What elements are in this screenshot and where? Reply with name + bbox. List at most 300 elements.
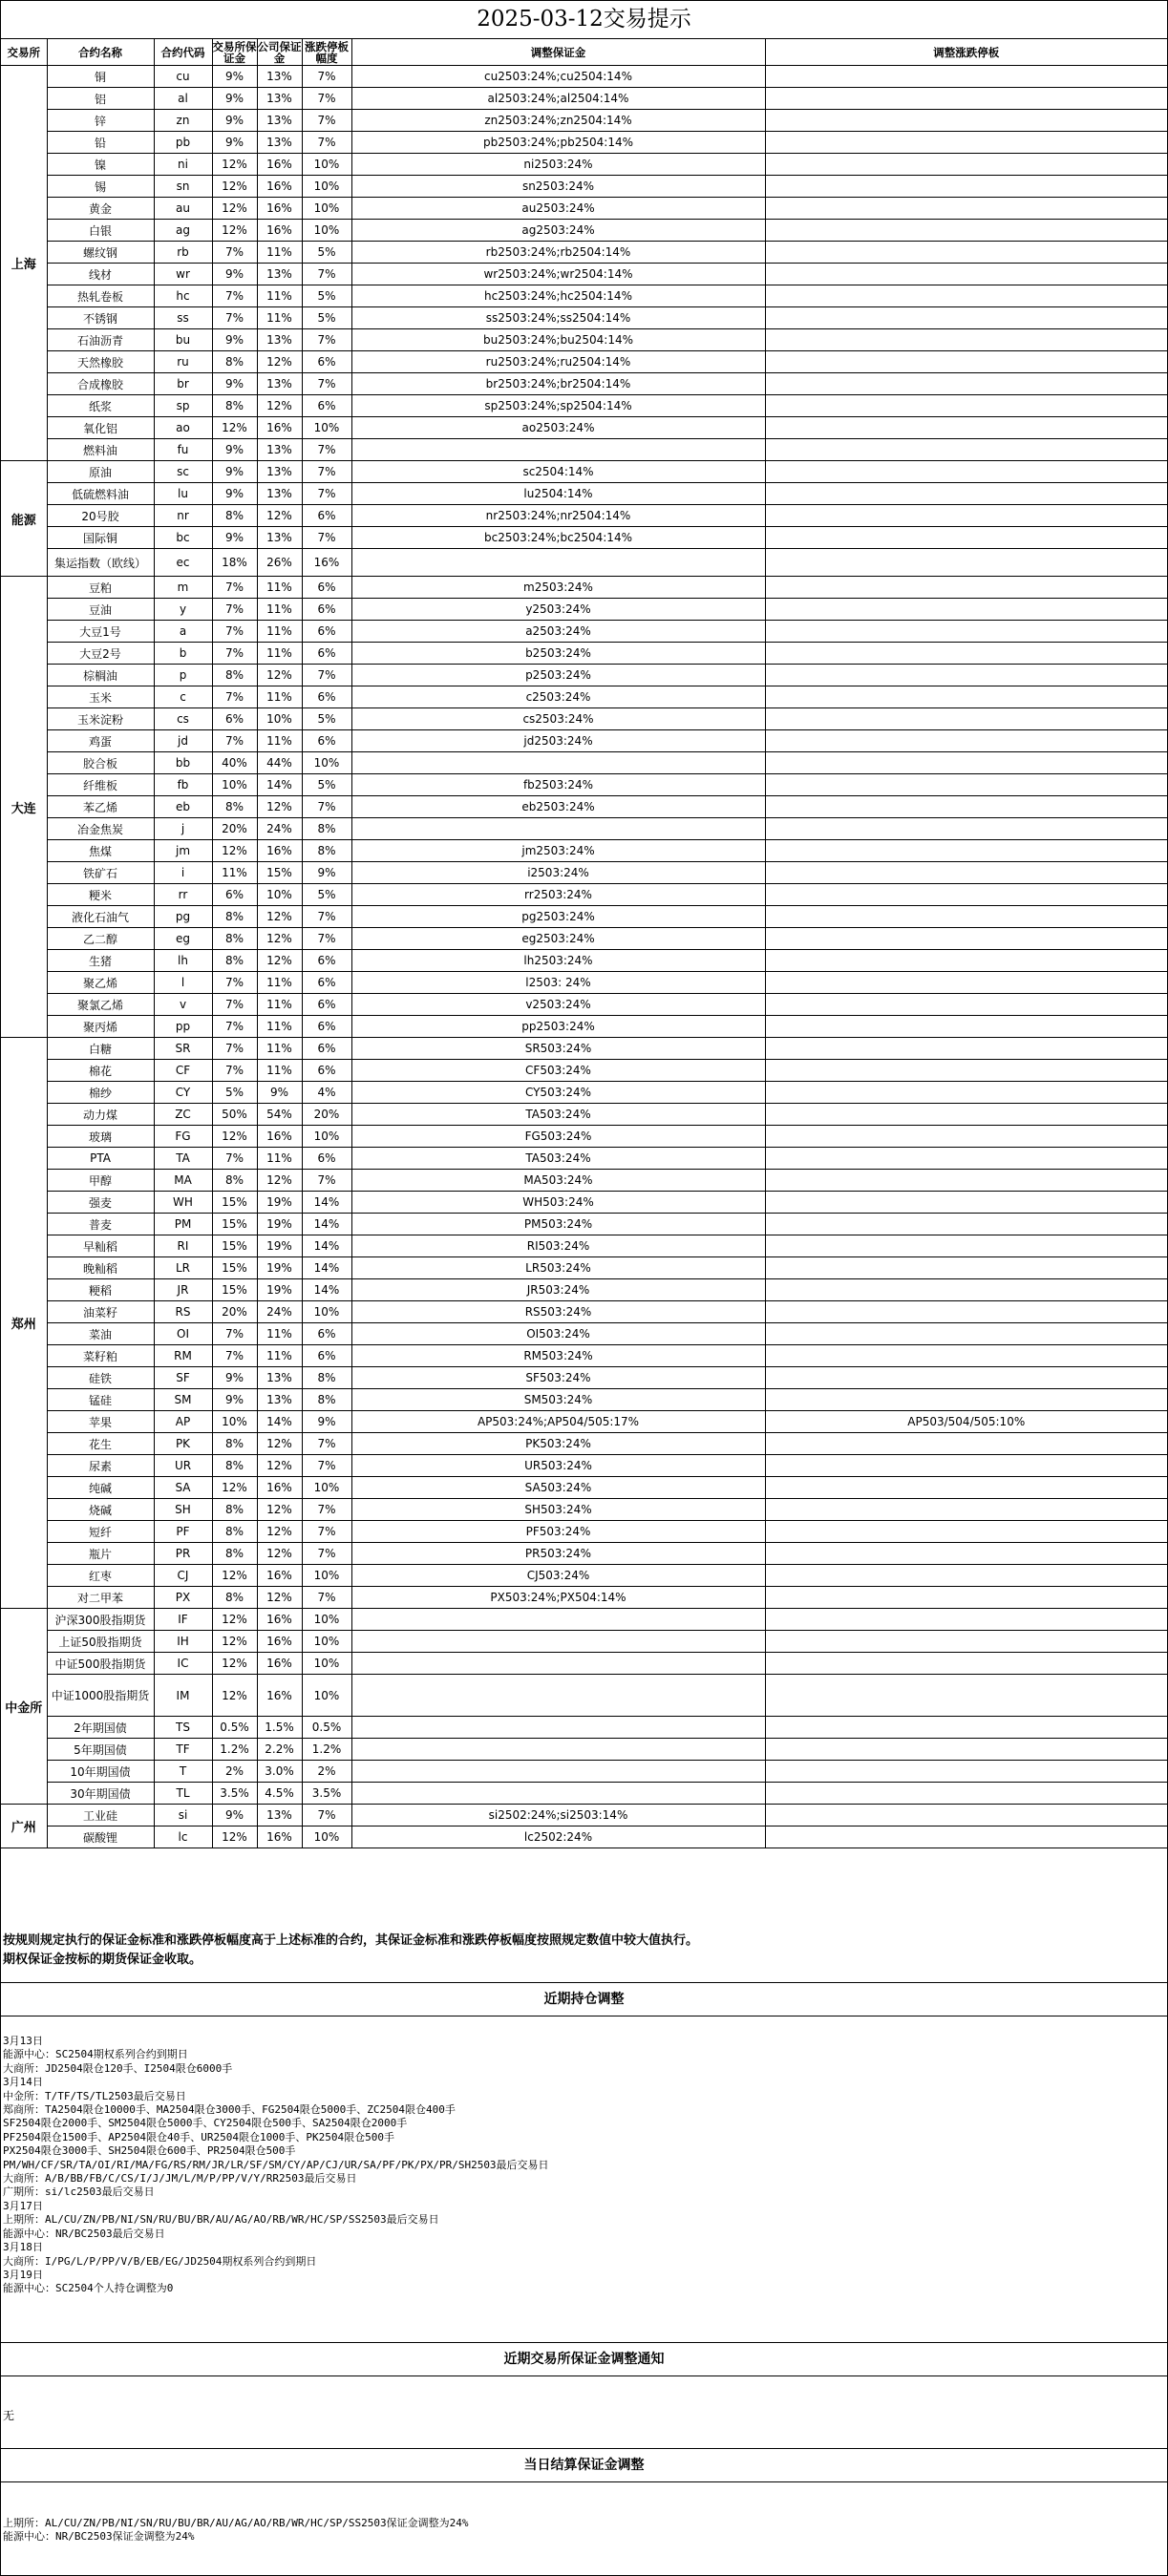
contract-code-cell: cs (154, 708, 212, 730)
contract-code-cell: CJ (154, 1565, 212, 1587)
adjusted-margin-cell: SH503:24% (351, 1499, 765, 1521)
adjusted-margin-cell: TA503:24% (351, 1148, 765, 1170)
price-limit-cell: 10% (302, 417, 351, 439)
contract-name-cell: 原油 (47, 461, 154, 483)
exchange-margin-cell: 7% (212, 621, 257, 643)
company-margin-cell: 13% (257, 264, 302, 285)
contract-code-cell: j (154, 818, 212, 840)
table-row (1, 1455, 1167, 1477)
adjusted-limit-cell (765, 461, 1167, 483)
company-margin-cell: 11% (257, 621, 302, 643)
adjusted-limit-cell (765, 88, 1167, 110)
adjusted-margin-cell: SA503:24% (351, 1477, 765, 1499)
exchange-margin-cell: 12% (212, 1126, 257, 1148)
adjusted-margin-cell: al2503:24%;al2504:14% (351, 88, 765, 110)
contract-name-cell: 菜油 (47, 1323, 154, 1345)
price-limit-cell: 6% (302, 1060, 351, 1082)
adjusted-limit-cell (765, 994, 1167, 1016)
contract-code-cell: jd (154, 730, 212, 752)
price-limit-cell: 6% (302, 643, 351, 665)
price-limit-cell: 0.5% (302, 1717, 351, 1739)
company-margin-cell: 13% (257, 439, 302, 461)
price-limit-cell: 10% (302, 1477, 351, 1499)
contract-code-cell: b (154, 643, 212, 665)
price-limit-cell: 7% (302, 928, 351, 950)
table-row (1, 329, 1167, 351)
table-row (1, 132, 1167, 154)
adjusted-margin-cell: pb2503:24%;pb2504:14% (351, 132, 765, 154)
position-adjust-line: PF2504限仓1500手、AP2504限仓40手、UR2504限仓1000手、PK2504限仓500手 (3, 2130, 395, 2143)
table-row (1, 972, 1167, 994)
table-row (1, 950, 1167, 972)
contract-code-cell: SR (154, 1038, 212, 1060)
contract-code-cell: T (154, 1761, 212, 1783)
table-row (1, 351, 1167, 373)
contract-code-cell: i (154, 862, 212, 884)
table-row (1, 307, 1167, 329)
company-margin-cell: 12% (257, 1543, 302, 1565)
adjusted-margin-cell: rr2503:24% (351, 884, 765, 906)
adjusted-limit-cell (765, 1323, 1167, 1345)
price-limit-cell: 6% (302, 395, 351, 417)
adjusted-limit-cell (765, 1455, 1167, 1477)
contract-code-cell: SM (154, 1389, 212, 1411)
contract-code-cell: IH (154, 1631, 212, 1653)
table-row (1, 1543, 1167, 1565)
table-row (1, 110, 1167, 132)
contract-code-cell: pp (154, 1016, 212, 1038)
table-row (1, 1521, 1167, 1543)
adjusted-margin-cell: PM503:24% (351, 1214, 765, 1235)
adjusted-limit-cell (765, 285, 1167, 307)
price-limit-cell: 14% (302, 1279, 351, 1301)
exchange-margin-cell: 18% (212, 549, 257, 577)
adjusted-margin-cell: RS503:24% (351, 1301, 765, 1323)
exchange-margin-cell: 8% (212, 1499, 257, 1521)
table-row (1, 1675, 1167, 1717)
price-limit-cell: 10% (302, 154, 351, 176)
position-adjust-line: 3月13日 (3, 2035, 43, 2047)
exchange-margin-cell: 15% (212, 1279, 257, 1301)
adjusted-limit-cell (765, 351, 1167, 373)
adjusted-margin-cell: RM503:24% (351, 1345, 765, 1367)
adjusted-margin-cell: AP503:24%;AP504/505:17% (351, 1411, 765, 1433)
contract-name-cell: 乙二醇 (47, 928, 154, 950)
exchange-margin-cell: 7% (212, 730, 257, 752)
table-row (1, 154, 1167, 176)
settle-adjust-title: 当日结算保证金调整 (1, 2448, 1167, 2482)
contract-code-cell: WH (154, 1192, 212, 1214)
table-row (1, 1367, 1167, 1389)
adjusted-margin-cell: pg2503:24% (351, 906, 765, 928)
table-header-row (1, 39, 1167, 66)
company-margin-cell: 11% (257, 242, 302, 264)
company-margin-cell: 13% (257, 1389, 302, 1411)
company-margin-cell: 12% (257, 1433, 302, 1455)
exchange-cell: 广州 (1, 1805, 47, 1848)
contract-code-cell: ni (154, 154, 212, 176)
adjusted-margin-cell (351, 1761, 765, 1783)
adjusted-limit-cell (765, 307, 1167, 329)
contract-name-cell: 强麦 (47, 1192, 154, 1214)
contract-name-cell: 20号胶 (47, 505, 154, 527)
contract-code-cell: ec (154, 549, 212, 577)
contract-code-cell: sc (154, 461, 212, 483)
exchange-margin-cell: 7% (212, 1038, 257, 1060)
contract-name-cell: 对二甲苯 (47, 1587, 154, 1609)
table-row (1, 1587, 1167, 1609)
table-row (1, 1631, 1167, 1653)
company-margin-cell: 11% (257, 285, 302, 307)
company-margin-cell: 12% (257, 928, 302, 950)
header-adj-margin: 调整保证金 (351, 39, 765, 66)
price-limit-cell: 7% (302, 1587, 351, 1609)
contract-name-cell: 聚乙烯 (47, 972, 154, 994)
adjusted-limit-cell (765, 1345, 1167, 1367)
adjusted-margin-cell: ao2503:24% (351, 417, 765, 439)
price-limit-cell: 9% (302, 862, 351, 884)
price-limit-cell: 6% (302, 686, 351, 708)
adjusted-limit-cell (765, 840, 1167, 862)
adjusted-margin-cell: FG503:24% (351, 1126, 765, 1148)
adjusted-margin-cell: bu2503:24%;bu2504:14% (351, 329, 765, 351)
adjusted-limit-cell (765, 1653, 1167, 1675)
adjusted-margin-cell: i2503:24% (351, 862, 765, 884)
table-row (1, 994, 1167, 1016)
company-margin-cell: 13% (257, 1367, 302, 1389)
contract-name-cell: 棉花 (47, 1060, 154, 1082)
adjusted-margin-cell (351, 1717, 765, 1739)
adjusted-margin-cell: ni2503:24% (351, 154, 765, 176)
price-limit-cell: 5% (302, 708, 351, 730)
exchange-margin-cell: 8% (212, 928, 257, 950)
company-margin-cell: 10% (257, 708, 302, 730)
adjusted-margin-cell: lu2504:14% (351, 483, 765, 505)
adjusted-limit-cell (765, 154, 1167, 176)
exchange-margin-cell: 12% (212, 1477, 257, 1499)
contract-code-cell: ag (154, 220, 212, 242)
exchange-margin-cell: 8% (212, 906, 257, 928)
rule-note (3, 1932, 1158, 1970)
contract-name-cell: 白糖 (47, 1038, 154, 1060)
contract-code-cell: LR (154, 1257, 212, 1279)
price-limit-cell: 6% (302, 972, 351, 994)
price-limit-cell: 3.5% (302, 1783, 351, 1805)
adjusted-limit-cell (765, 417, 1167, 439)
contract-code-cell: PX (154, 1587, 212, 1609)
price-limit-cell: 7% (302, 373, 351, 395)
exchange-margin-cell: 7% (212, 577, 257, 599)
position-adjust-line: 大商所：JD2504限仓120手、I2504限仓6000手 (3, 2061, 233, 2075)
price-limit-cell: 5% (302, 307, 351, 329)
contract-name-cell: 沪深300股指期货 (47, 1609, 154, 1631)
exchange-margin-cell: 12% (212, 176, 257, 198)
exchange-margin-cell: 9% (212, 132, 257, 154)
adjusted-margin-cell: SF503:24% (351, 1367, 765, 1389)
contract-code-cell: OI (154, 1323, 212, 1345)
company-margin-cell: 19% (257, 1235, 302, 1257)
price-limit-cell: 7% (302, 1805, 351, 1826)
company-margin-cell: 12% (257, 796, 302, 818)
header-limit: 涨跌停板幅度 (302, 39, 351, 66)
price-limit-cell: 6% (302, 505, 351, 527)
price-limit-cell: 7% (302, 329, 351, 351)
contract-code-cell: br (154, 373, 212, 395)
price-limit-cell: 7% (302, 1433, 351, 1455)
exchange-margin-cell: 8% (212, 1455, 257, 1477)
contract-name-cell: 燃料油 (47, 439, 154, 461)
price-limit-cell: 20% (302, 1104, 351, 1126)
table-row (1, 1345, 1167, 1367)
contract-code-cell: au (154, 198, 212, 220)
adjusted-margin-cell: pp2503:24% (351, 1016, 765, 1038)
price-limit-cell: 6% (302, 1148, 351, 1170)
adjusted-limit-cell (765, 1433, 1167, 1455)
adjusted-margin-cell: sc2504:14% (351, 461, 765, 483)
adjusted-margin-cell: m2503:24% (351, 577, 765, 599)
contract-name-cell: 铜 (47, 66, 154, 88)
header-co-margin: 公司保证金 (257, 39, 302, 65)
table-row (1, 1279, 1167, 1301)
adjusted-margin-cell: lh2503:24% (351, 950, 765, 972)
contract-code-cell: zn (154, 110, 212, 132)
adjusted-limit-cell (765, 1016, 1167, 1038)
company-margin-cell: 13% (257, 132, 302, 154)
table-row (1, 1499, 1167, 1521)
adjusted-limit-cell (765, 1148, 1167, 1170)
exchange-margin-cell: 1.2% (212, 1739, 257, 1761)
exchange-margin-cell: 9% (212, 110, 257, 132)
exchange-margin-cell: 20% (212, 818, 257, 840)
company-margin-cell: 11% (257, 1345, 302, 1367)
price-limit-cell: 10% (302, 1565, 351, 1587)
adjusted-limit-cell (765, 972, 1167, 994)
table-row (1, 730, 1167, 752)
contract-code-cell: nr (154, 505, 212, 527)
contract-name-cell: 铅 (47, 132, 154, 154)
price-limit-cell: 7% (302, 66, 351, 88)
contract-name-cell: 早籼稻 (47, 1235, 154, 1257)
contract-name-cell: 甲醇 (47, 1170, 154, 1192)
table-row (1, 1783, 1167, 1805)
position-adjust-line: 3月18日 (3, 2241, 43, 2254)
company-margin-cell: 54% (257, 1104, 302, 1126)
company-margin-cell: 2.2% (257, 1739, 302, 1761)
adjusted-limit-cell (765, 1367, 1167, 1389)
adjusted-margin-cell: PR503:24% (351, 1543, 765, 1565)
contract-code-cell: pg (154, 906, 212, 928)
company-margin-cell: 13% (257, 88, 302, 110)
contract-code-cell: eb (154, 796, 212, 818)
price-limit-cell: 6% (302, 599, 351, 621)
exchange-cell: 上海 (1, 66, 47, 461)
contract-code-cell: IM (154, 1675, 212, 1717)
position-adjust-line: PM/WH/CF/SR/TA/OI/RI/MA/FG/RS/RM/JR/LR/SF/SM/CY/AP/CJ/UR/SA/PF/PK/PX/PR/SH2503最后交易日 (3, 2158, 549, 2171)
table-row (1, 1126, 1167, 1148)
exchange-margin-cell: 15% (212, 1214, 257, 1235)
price-limit-cell: 14% (302, 1235, 351, 1257)
exchange-margin-cell: 8% (212, 1433, 257, 1455)
price-limit-cell: 7% (302, 461, 351, 483)
contract-name-cell: 豆粕 (47, 577, 154, 599)
adjusted-limit-cell (765, 1565, 1167, 1587)
contract-code-cell: hc (154, 285, 212, 307)
contract-code-cell: y (154, 599, 212, 621)
exchange-margin-cell: 5% (212, 1082, 257, 1104)
adjusted-limit-cell (765, 686, 1167, 708)
position-adjust-line: 上期所：AL/CU/ZN/PB/NI/SN/RU/BU/BR/AU/AG/AO/RB/WR/HC/SP/SS2503最后交易日 (3, 2213, 439, 2227)
contract-code-cell: SH (154, 1499, 212, 1521)
adjusted-limit-cell (765, 906, 1167, 928)
adjusted-margin-cell: cs2503:24% (351, 708, 765, 730)
price-limit-cell: 1.2% (302, 1739, 351, 1761)
contract-code-cell: v (154, 994, 212, 1016)
adjusted-limit-cell (765, 1235, 1167, 1257)
contract-name-cell: 螺纹钢 (47, 242, 154, 264)
position-adjust-line: PX2504限仓3000手、SH2504限仓600手、PR2504限仓500手 (3, 2144, 296, 2158)
adjusted-margin-cell: bc2503:24%;bc2504:14% (351, 527, 765, 549)
position-adjust-line: 郑商所：TA2504限仓10000手、MA2504限仓3000手、FG2504限仓5000手、ZC2504限仓400手 (3, 2103, 456, 2117)
table-row (1, 439, 1167, 461)
price-limit-cell: 8% (302, 818, 351, 840)
adjusted-limit-cell (765, 1761, 1167, 1783)
price-limit-cell: 6% (302, 994, 351, 1016)
company-margin-cell: 11% (257, 599, 302, 621)
settle-adjust-line: 能源中心：NR/BC2503保证金调整为24% (3, 2530, 195, 2544)
contract-code-cell: ru (154, 351, 212, 373)
table-row (1, 1104, 1167, 1126)
adjusted-margin-cell: OI503:24% (351, 1323, 765, 1345)
table-row (1, 242, 1167, 264)
adjusted-limit-cell (765, 1717, 1167, 1739)
exchange-cell: 能源 (1, 461, 47, 577)
adjusted-limit-cell (765, 1521, 1167, 1543)
adjusted-limit-cell (765, 599, 1167, 621)
contract-name-cell: PTA (47, 1148, 154, 1170)
company-margin-cell: 11% (257, 1060, 302, 1082)
adjusted-limit-cell (765, 862, 1167, 884)
table-row (1, 928, 1167, 950)
price-limit-cell: 7% (302, 665, 351, 686)
contract-name-cell: 镍 (47, 154, 154, 176)
table-row (1, 198, 1167, 220)
price-limit-cell: 6% (302, 1016, 351, 1038)
company-margin-cell: 12% (257, 1499, 302, 1521)
adjusted-margin-cell: si2502:24%;si2503:14% (351, 1805, 765, 1826)
contract-name-cell: 花生 (47, 1433, 154, 1455)
adjusted-limit-cell (765, 176, 1167, 198)
position-adjust-line: 中金所：T/TF/TS/TL2503最后交易日 (3, 2089, 186, 2102)
contract-code-cell: RM (154, 1345, 212, 1367)
adjusted-limit-cell (765, 1675, 1167, 1717)
exchange-margin-cell: 8% (212, 351, 257, 373)
adjusted-limit-cell (765, 439, 1167, 461)
header-exchange: 交易所 (1, 39, 47, 66)
adjusted-margin-cell: JR503:24% (351, 1279, 765, 1301)
position-adjust-line: 能源中心：SC2504期权系列合约到期日 (3, 2048, 188, 2061)
position-adjust-line: 能源中心：SC2504个人持仓调整为0 (3, 2282, 174, 2295)
contract-name-cell: 锌 (47, 110, 154, 132)
contract-code-cell: al (154, 88, 212, 110)
price-limit-cell: 10% (302, 1826, 351, 1848)
adjusted-limit-cell (765, 329, 1167, 351)
price-limit-cell: 10% (302, 1653, 351, 1675)
adjusted-margin-cell: LR503:24% (351, 1257, 765, 1279)
adjusted-limit-cell (765, 1477, 1167, 1499)
company-margin-cell: 11% (257, 972, 302, 994)
company-margin-cell: 16% (257, 417, 302, 439)
adjusted-margin-cell (351, 439, 765, 461)
adjusted-limit-cell (765, 220, 1167, 242)
adjusted-margin-cell: v2503:24% (351, 994, 765, 1016)
exchange-cell: 中金所 (1, 1609, 47, 1805)
company-margin-cell: 12% (257, 505, 302, 527)
adjusted-limit-cell (765, 505, 1167, 527)
company-margin-cell: 24% (257, 1301, 302, 1323)
adjusted-limit-cell (765, 483, 1167, 505)
adjusted-margin-cell: br2503:24%;br2504:14% (351, 373, 765, 395)
adjusted-margin-cell (351, 1653, 765, 1675)
table-row (1, 621, 1167, 643)
price-limit-cell: 6% (302, 577, 351, 599)
price-limit-cell: 10% (302, 1675, 351, 1717)
company-margin-cell: 19% (257, 1192, 302, 1214)
exchange-margin-cell: 7% (212, 242, 257, 264)
exchange-margin-cell: 6% (212, 708, 257, 730)
table-row (1, 1739, 1167, 1761)
adjusted-margin-cell (351, 1739, 765, 1761)
contract-name-cell: 大豆1号 (47, 621, 154, 643)
adjusted-limit-cell (765, 1279, 1167, 1301)
price-limit-cell: 7% (302, 88, 351, 110)
contract-name-cell: 玉米 (47, 686, 154, 708)
contract-name-cell: 菜籽粕 (47, 1345, 154, 1367)
price-limit-cell: 5% (302, 884, 351, 906)
table-row (1, 1477, 1167, 1499)
adjusted-limit-cell (765, 66, 1167, 88)
contract-code-cell: AP (154, 1411, 212, 1433)
contract-code-cell: lu (154, 483, 212, 505)
table-row (1, 884, 1167, 906)
table-row (1, 1433, 1167, 1455)
adjusted-limit-cell (765, 730, 1167, 752)
adjusted-margin-cell: c2503:24% (351, 686, 765, 708)
price-limit-cell: 4% (302, 1082, 351, 1104)
contract-code-cell: PM (154, 1214, 212, 1235)
contract-code-cell: RI (154, 1235, 212, 1257)
contract-code-cell: p (154, 665, 212, 686)
position-adjust-line: 3月17日 (3, 2199, 43, 2212)
company-margin-cell: 12% (257, 1521, 302, 1543)
table-row (1, 1192, 1167, 1214)
adjusted-margin-cell: p2503:24% (351, 665, 765, 686)
adjusted-limit-cell (765, 665, 1167, 686)
price-limit-cell: 7% (302, 1170, 351, 1192)
company-margin-cell: 16% (257, 154, 302, 176)
adjusted-margin-cell: l2503: 24% (351, 972, 765, 994)
contract-name-cell: 国际铜 (47, 527, 154, 549)
table-row (1, 176, 1167, 198)
adjusted-limit-cell (765, 1543, 1167, 1565)
table-row (1, 483, 1167, 505)
contract-code-cell: cu (154, 66, 212, 88)
adjusted-limit-cell: AP503/504/505:10% (765, 1411, 1167, 1433)
adjusted-margin-cell: rb2503:24%;rb2504:14% (351, 242, 765, 264)
table-row (1, 1761, 1167, 1783)
company-margin-cell: 11% (257, 1323, 302, 1345)
contract-code-cell: pb (154, 132, 212, 154)
header-adj-limit: 调整涨跌停板 (765, 39, 1167, 66)
